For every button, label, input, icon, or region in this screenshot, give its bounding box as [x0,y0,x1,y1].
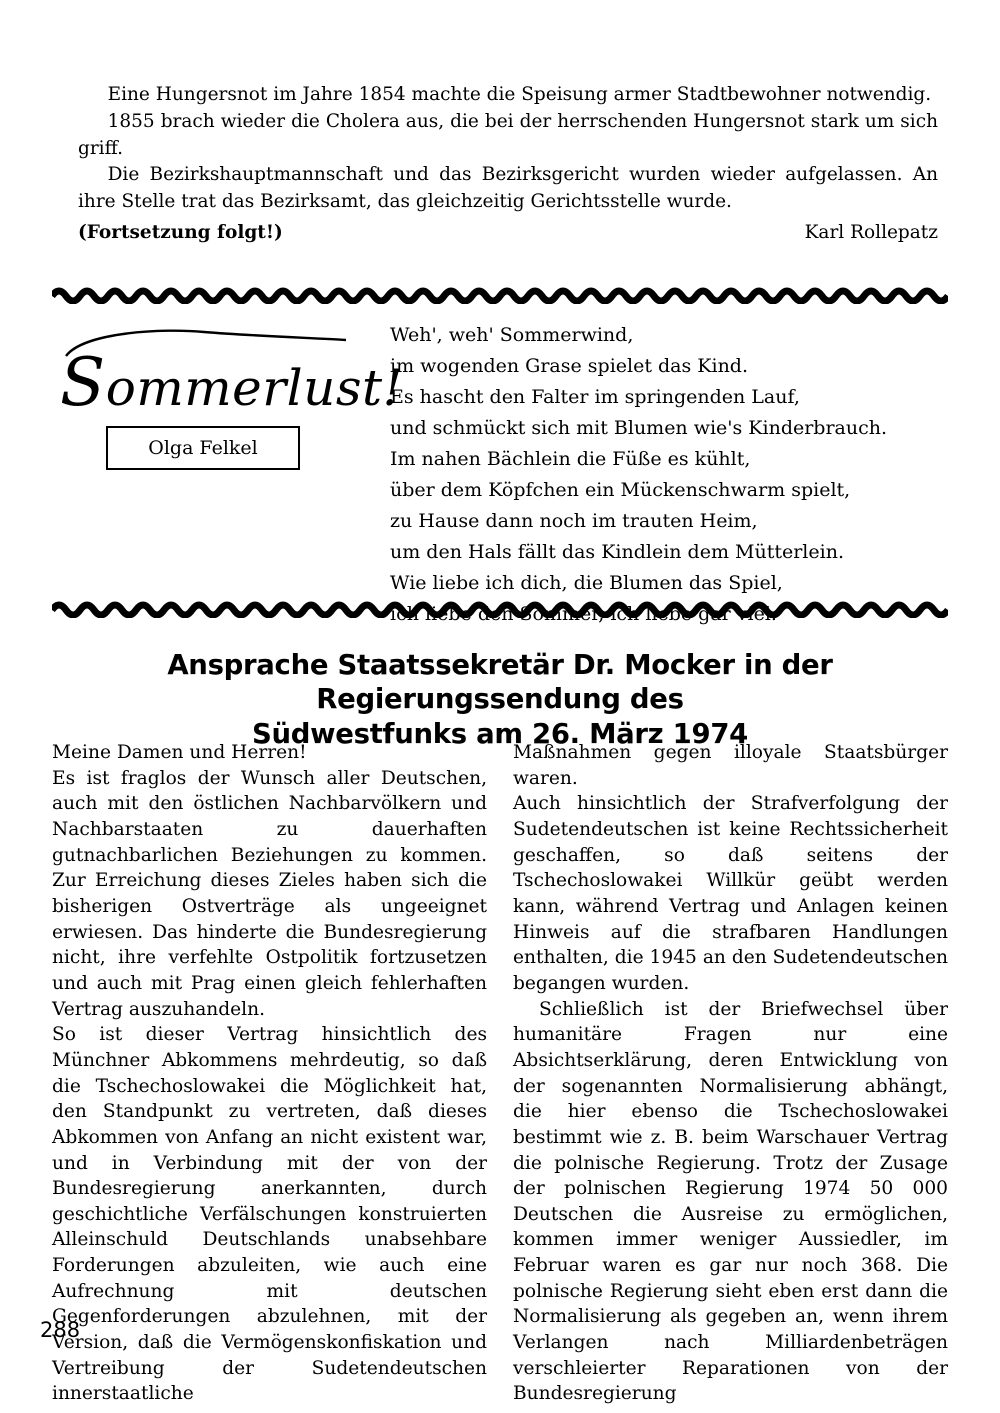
headline-line-1: Ansprache Staatssekretär Dr. Mocker in der Regierungssendung des [167,649,833,716]
body-paragraph: Auch hinsichtlich der Strafverfolgung der Sudetendeutschen ist keine Rechtssicherheit geschaffen, so daß seitens der Tschechoslowakei Willkür geübt werden kann, während Vertrag und Anlagen keinen Hinweis auf die strafbaren Handlungen enthalten, die 1945 an den Sudetendeutschen begangen wurden. [513,793,948,994]
article-byline-row [78,220,938,247]
speech-headline [52,648,948,751]
page-number: 288 [40,1318,81,1342]
body-paragraph: Meine Damen und Herren! [52,742,307,763]
body-paragraph: Es ist fraglos der Wunsch aller Deutschen, auch mit den östlichen Nachbarvölkern und Nachbarstaaten zu dauerhaften gutnachbarlichen Beziehungen zu kommen. Zur Erreichung dieses Zieles haben sich die bisherigen Ostverträge als ungeeignet erwiesen. Das hinderte die Bundesregierung nicht, ihre verfehlte Ostpolitik fortzusetzen und auch mit Prag einen gleich fehlerhaften Vertrag auszuhandeln. [52,767,487,1020]
poem-author: Olga Felkel [148,437,258,459]
poem-line: Es hascht den Falter im springenden Lauf, [390,385,800,408]
top-article [78,82,938,247]
poem-line: ich liebe den Sommer, ich liebe gar viel. [390,602,777,625]
poem-author-box [106,426,300,470]
wavy-divider-top-icon [52,284,948,304]
speech-body [52,740,948,1407]
poem-line: um den Hals fällt das Kindlein dem Mütterlein. [390,540,844,563]
article-paragraph: Die Bezirkshauptmannschaft und das Bezirksgericht wurden wieder aufgelassen. An ihre Stelle trat das Bezirksamt, das gleichzeitig Gerichtsstelle wurde. [78,164,938,213]
poem-line: und schmückt sich mit Blumen wie's Kinderbrauch. [390,416,888,439]
body-paragraph: Maßnahmen gegen illoyale Staatsbürger waren. [513,742,948,789]
poem-title-initial: S [60,344,106,421]
poem-title-rest: ommerlust! [105,359,404,417]
poem-line: Im nahen Bächlein die Füße es kühlt, [390,447,751,470]
poem-line: zu Hause dann noch im trauten Heim, [390,509,758,532]
body-paragraph: Schließlich ist der Briefwechsel über humanitäre Fragen nur eine Absichtserklärung, deren Entwicklung von der sogenannten Normalisierung abhängt, die hier ebenso die Tschechoslowakei bestimmt wie z. B. beim Warschauer Vertrag die polnische Regierung. Trotz der Zusage der polnischen Regierung 1974 50 000 Deutschen die Ausreise zu ermöglichen, kommen immer weniger Aussiedler, im Februar waren es gar nur noch 368. Die polnische Regierung sieht eben erst dann die Normalisierung als gegeben an, wenn ihrem Verlangen nach Milliardenbeträgen verschleierter Reparationen von der Bundesregierung [513,998,948,1405]
poem-line: im wogenden Grase spielet das Kind. [390,354,749,377]
poem-line: Weh', weh' Sommerwind, [390,324,634,346]
poem-lines [390,320,887,630]
poem-title [60,344,403,421]
poem-line: über dem Köpfchen ein Mückenschwarm spielt, [390,478,851,501]
poem-line: Wie liebe ich dich, die Blumen das Spiel, [390,571,783,594]
article-author: Karl Rollepatz [804,222,938,244]
body-paragraph: So ist dieser Vertrag hinsichtlich des Münchner Abkommens mehrdeutig, so daß die Tschechoslowakei die Möglichkeit hat, den Standpunkt zu vertreten, daß dieses Abkommen von Anfang an nicht existent war, und in Verbindung mit der von der Bundesregierung anerkannten, durch geschichtliche Verfälschungen konstruierten Alleinschuld Deutschlands unabsehbare Forderungen abzuleiten, wie auch eine Aufrechnung mit deutschen Gegenforderungen abzulehnen, mit der Version, daß die Vermögenskonfiskation und Vertreibung der Sudetendeutschen innerstaatliche [52,1024,487,1405]
headline-line-2: Südwestfunks am 26. März 1974 [252,717,748,750]
wavy-divider-bottom-icon [52,598,948,618]
article-paragraph: 1855 brach wieder die Cholera aus, die bei der herrschenden Hungersnot stark um sich griff. [78,110,938,159]
article-paragraph: Eine Hungersnot im Jahre 1854 machte die Speisung armer Stadtbewohner notwendig. [107,84,932,105]
left-column [52,740,487,1407]
continuation-note: (Fortsetzung folgt!) [78,222,283,244]
right-column [513,740,948,1407]
